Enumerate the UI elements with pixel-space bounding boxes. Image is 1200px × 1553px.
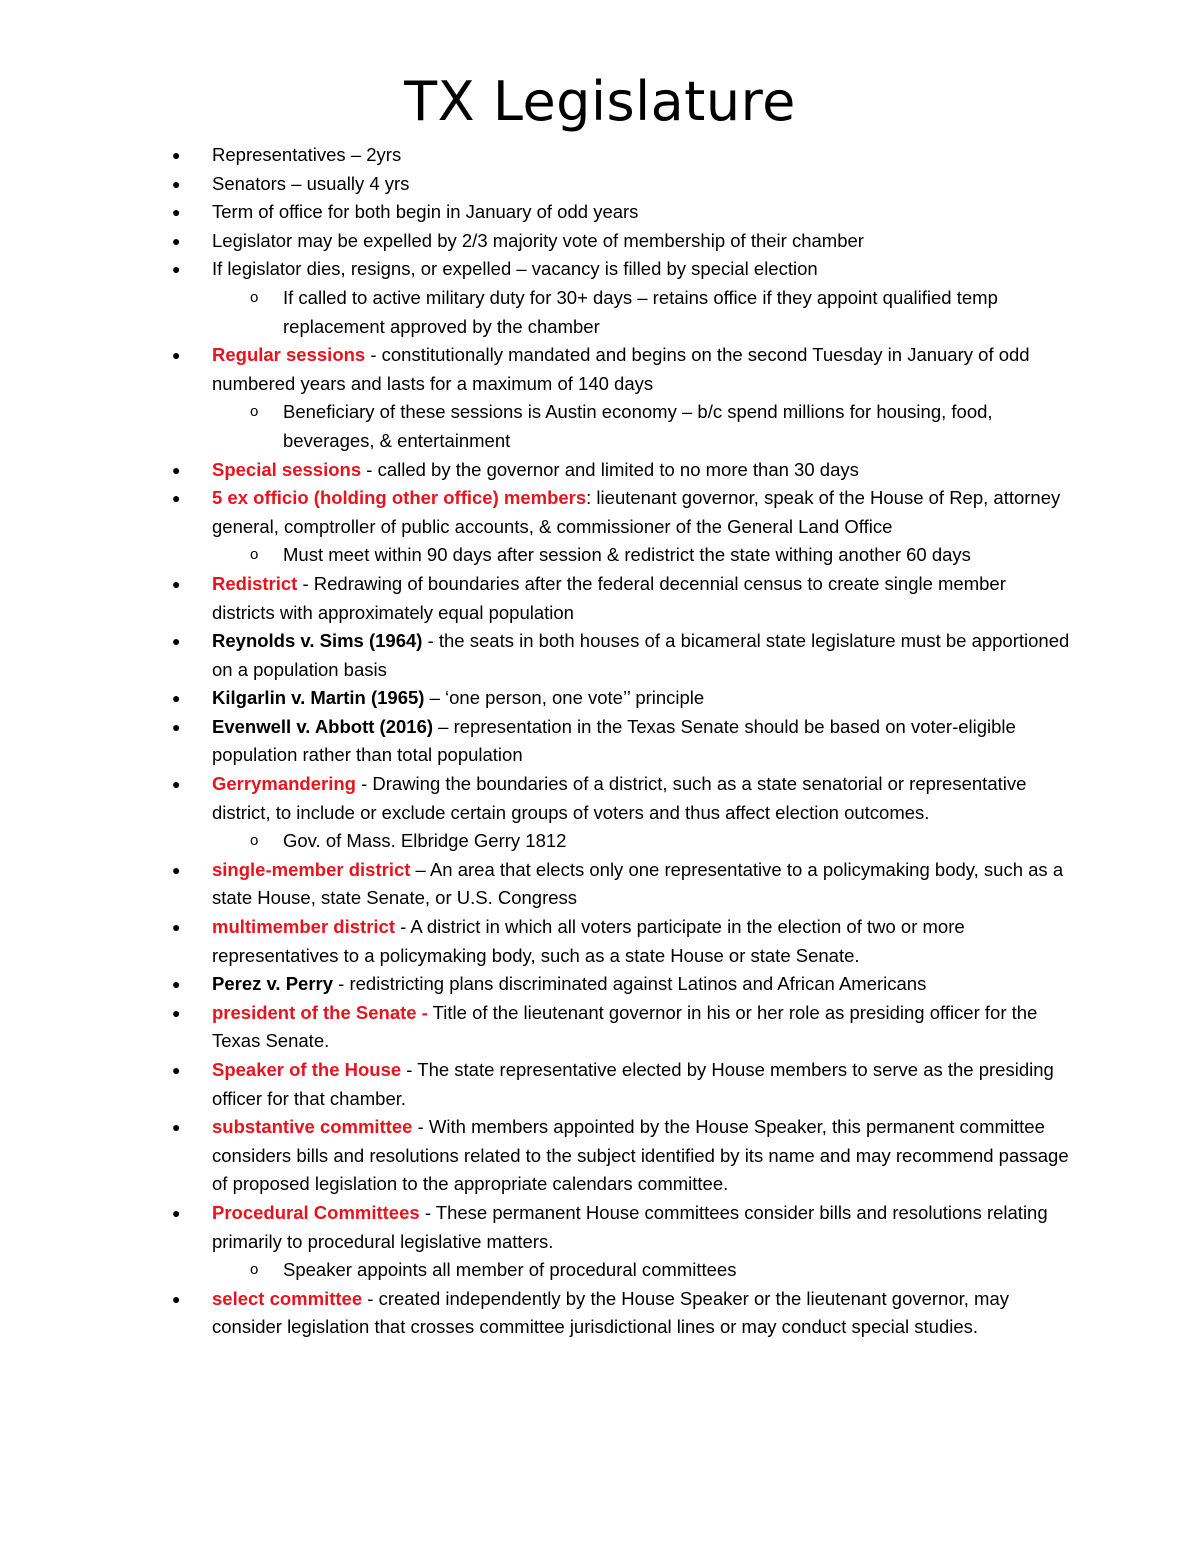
bullet-icon: ● xyxy=(172,776,181,793)
bullet-icon: ● xyxy=(172,976,181,993)
list-item xyxy=(0,913,1200,970)
item-text: Senators – usually 4 yrs xyxy=(212,172,410,194)
item-text: – representation in the Texas Senate should be based on voter-eligible population rather than total population xyxy=(212,715,1016,766)
bullet-icon: ● xyxy=(172,490,181,507)
list-item xyxy=(0,970,1200,999)
bullet-icon: ● xyxy=(172,204,181,221)
item-term: substantive committee xyxy=(212,1116,413,1138)
item-text: - called by the governor and limited to no more than 30 days xyxy=(361,458,859,480)
item-text: - created independently by the House Speaker or the lieutenant governor, may consider legislation that crosses committee jurisdictional lines or may conduct special studies. xyxy=(212,1287,1010,1338)
item-text: - Drawing the boundaries of a district, such as a state senatorial or representative district, to include or exclude certain groups of voters and thus affect election outcomes. xyxy=(212,773,1027,823)
item-term: president of the Senate - xyxy=(212,1001,428,1023)
bullet-icon: ● xyxy=(172,147,181,163)
bullet-icon: ● xyxy=(172,718,181,735)
item-term: Kilgarlin v. Martin (1965) xyxy=(212,687,425,709)
bullet-icon: ● xyxy=(172,690,181,707)
sub-list-item xyxy=(0,1256,1200,1285)
list-item xyxy=(0,770,1200,827)
item-text: - Redrawing of boundaries after the federal decennial census to create single member districts with approximately equal population xyxy=(212,572,1006,623)
list-item xyxy=(0,255,1200,284)
bullet-icon: ● xyxy=(172,1062,181,1078)
list-item xyxy=(0,341,1200,398)
item-text: If legislator dies, resigns, or expelled – vacancy is filled by special election xyxy=(212,258,818,280)
sub-bullet-icon: o xyxy=(250,288,259,306)
bullet-icon: ● xyxy=(172,575,181,592)
item-text: - The state representative elected by House members to serve as the presiding officer for that chamber. xyxy=(212,1059,1054,1109)
item-text: Legislator may be expelled by 2/3 majority vote of membership of their chamber xyxy=(212,229,864,251)
item-text: Representatives – 2yrs xyxy=(212,144,402,165)
item-term: Reynolds v. Sims (1964) xyxy=(212,630,423,652)
list-item xyxy=(0,684,1200,713)
bullet-icon: ● xyxy=(172,919,181,936)
document-title: TX Legislature xyxy=(404,70,796,133)
sub-bullet-icon: o xyxy=(250,832,259,850)
list-item xyxy=(0,456,1200,485)
item-term: Perez v. Perry xyxy=(212,973,334,995)
sub-list-item xyxy=(0,398,1200,455)
bullet-icon: ● xyxy=(172,261,181,278)
item-term: multimember district xyxy=(212,916,395,938)
sub-list-item xyxy=(0,284,1200,341)
list-item xyxy=(0,1056,1200,1113)
bullet-icon: ● xyxy=(172,1290,181,1307)
item-text: Gov. of Mass. Elbridge Gerry 1812 xyxy=(283,830,567,852)
item-term: Regular sessions xyxy=(212,344,366,366)
item-term: 5 ex officio (holding other office) members xyxy=(212,487,587,509)
bullet-icon: ● xyxy=(172,1204,181,1221)
bullet-icon: ● xyxy=(172,633,181,650)
list-item xyxy=(0,170,1200,199)
item-text: If called to active military duty for 30+ days – retains office if they appoint qualified temp replacement approved by the chamber xyxy=(283,286,998,337)
item-text: - A district in which all voters participate in the election of two or more representatives to a policymaking body, such as a state House or state Senate. xyxy=(212,916,965,966)
list-item xyxy=(0,856,1200,913)
notes-list xyxy=(0,141,1200,1342)
list-item xyxy=(0,1199,1200,1256)
item-term: single-member district xyxy=(212,858,411,880)
item-term: Redistrict xyxy=(212,572,298,594)
item-term: Evenwell v. Abbott (2016) xyxy=(212,715,434,737)
item-term: Gerrymandering xyxy=(212,773,356,795)
list-item xyxy=(0,1285,1200,1342)
bullet-icon: ● xyxy=(172,461,181,478)
item-text: - With members appointed by the House Speaker, this permanent committee considers bills and resolutions related to the subject identified by its name and may recommend passage of proposed legislation to the appropriate calendars committee. xyxy=(212,1116,1069,1195)
sub-bullet-icon: o xyxy=(250,1261,259,1279)
list-item xyxy=(0,999,1200,1056)
item-text: – ‘one person, one vote’’ principle xyxy=(424,687,705,709)
bullet-icon: ● xyxy=(172,232,181,249)
item-text: - the seats in both houses of a bicameral state legislature must be apportioned on a population basis xyxy=(212,630,1070,680)
list-item xyxy=(0,198,1200,227)
item-text: : lieutenant governor, speak of the House of Rep, attorney general, comptroller of public accounts, & commissioner of the General Land Office xyxy=(212,487,1061,537)
item-text: - constitutionally mandated and begins on the second Tuesday in January of odd numbered years and lasts for a maximum of 140 days xyxy=(212,344,1030,394)
sub-bullet-icon: o xyxy=(250,403,259,421)
sub-list-item xyxy=(0,827,1200,856)
bullet-icon: ● xyxy=(172,861,181,878)
item-term: Procedural Committees xyxy=(212,1201,420,1223)
item-term: Special sessions xyxy=(212,458,362,480)
bullet-icon: ● xyxy=(172,1119,181,1136)
item-text: Must meet within 90 days after session & redistrict the state withing another 60 days xyxy=(283,544,971,566)
list-item xyxy=(0,627,1200,684)
bullet-icon: ● xyxy=(172,1004,181,1021)
item-text: – An area that elects only one representative to a policymaking body, such as a state House, state Senate, or U.S. Congress xyxy=(212,858,1064,909)
item-term: Speaker of the House xyxy=(212,1059,402,1080)
item-text: - redistricting plans discriminated against Latinos and African Americans xyxy=(333,973,927,995)
list-item xyxy=(0,1113,1200,1199)
item-text: Speaker appoints all member of procedural committees xyxy=(283,1259,737,1281)
item-text: - These permanent House committees consider bills and resolutions relating primarily to procedural legislative matters. xyxy=(212,1201,1048,1252)
sub-list-item xyxy=(0,541,1200,570)
sub-bullet-icon: o xyxy=(250,546,259,564)
bullet-icon: ● xyxy=(172,175,181,192)
item-term: select committee xyxy=(212,1287,363,1309)
item-text: Title of the lieutenant governor in his or her role as presiding officer for the Texas Senate. xyxy=(212,1001,1038,1052)
bullet-icon: ● xyxy=(172,347,181,364)
list-item xyxy=(0,484,1200,541)
list-item xyxy=(0,141,1200,170)
list-item xyxy=(0,227,1200,256)
list-item xyxy=(0,570,1200,627)
list-item xyxy=(0,713,1200,770)
item-text: Beneficiary of these sessions is Austin economy – b/c spend millions for housing, food, beverages, & entertainment xyxy=(283,401,993,451)
item-text: Term of office for both begin in January of odd years xyxy=(212,201,639,223)
